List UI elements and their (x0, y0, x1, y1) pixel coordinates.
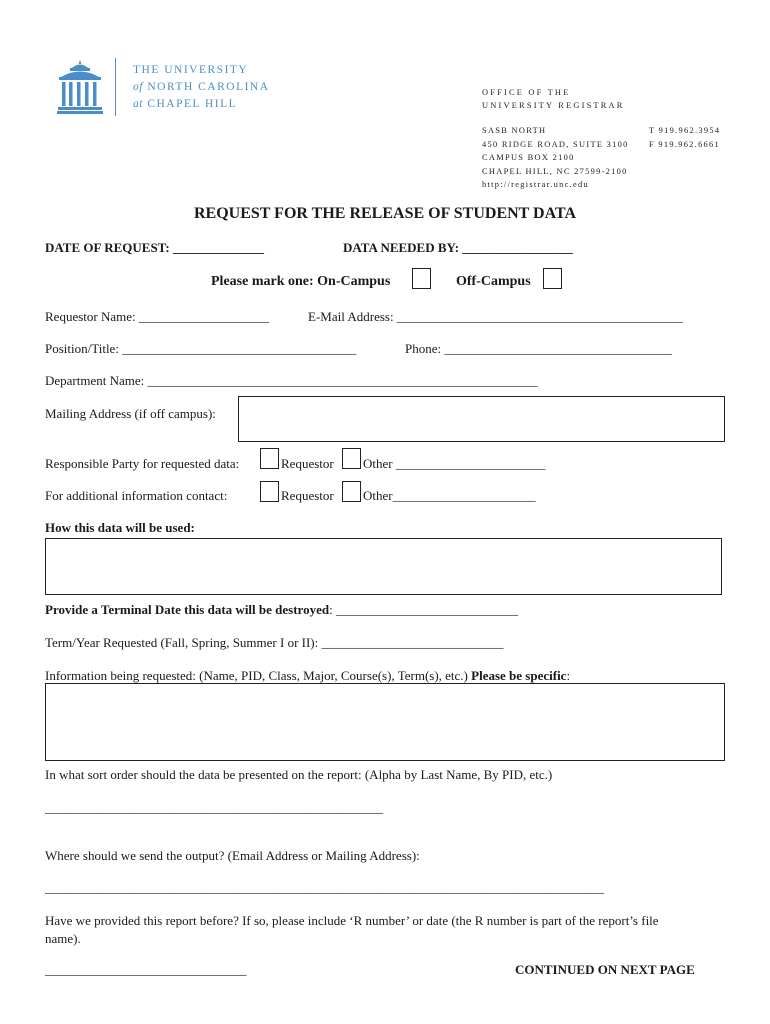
responsible-party-label: Responsible Party for requested data: (45, 456, 240, 471)
address-line: 450 RIDGE ROAD, SUITE 3100 (482, 139, 629, 149)
on-campus-checkbox[interactable] (412, 268, 431, 289)
send-output-label: Where should we send the output? (Email Address or Mailing Address): (45, 848, 420, 863)
phone-number: T 919.962.3954 (649, 126, 721, 135)
phone-field[interactable]: Phone: ___________________________________ (405, 341, 672, 356)
terminal-date-field[interactable]: Provide a Terminal Date this data will be destroyed: ____________________________ (45, 602, 518, 617)
department-name-field[interactable]: Department Name: ____________________________________________________________ (45, 373, 538, 388)
responsible-requestor-label: Requestor (281, 456, 334, 471)
continued-notice: CONTINUED ON NEXT PAGE (515, 962, 695, 977)
date-of-request-field[interactable]: DATE OF REQUEST: ______________ (45, 240, 264, 255)
form-title: REQUEST FOR THE RELEASE OF STUDENT DATA (193, 205, 577, 222)
how-used-label: How this data will be used: (45, 520, 195, 535)
provided-before-label: Have we provided this report before? If so, please include ‘R number’ or date (the R number is part of the report’s file (45, 913, 659, 928)
contact-requestor-label: Requestor (281, 488, 334, 503)
how-used-box[interactable] (45, 538, 722, 595)
address-line: CHAPEL HILL, NC 27599-2100 (482, 166, 628, 176)
additional-contact-label: For additional information contact: (45, 488, 228, 503)
sort-order-label: In what sort order should the data be presented on the report: (Alpha by Last Name, By PID, etc.) (45, 767, 553, 782)
contact-numbers (649, 124, 720, 151)
mark-one-label: Please mark one: On-Campus (211, 274, 391, 289)
off-campus-checkbox[interactable] (543, 268, 562, 289)
responsible-other-field[interactable]: Other _______________________ (363, 456, 546, 471)
mailing-address-box[interactable] (238, 396, 725, 442)
responsible-requestor-checkbox[interactable] (260, 448, 279, 469)
info-requested-label: Information being requested: (Name, PID, Class, Major, Course(s), Term(s), etc.) Please be specific: (45, 668, 571, 683)
requestor-name-field[interactable]: Requestor Name: ____________________ (45, 309, 269, 324)
sort-order-line[interactable]: ____________________________________________________ (45, 800, 383, 815)
fax-number: F 919.962.6661 (649, 139, 721, 149)
position-title-field[interactable]: Position/Title: ____________________________________ (45, 341, 357, 356)
provided-before-label-cont: name). (45, 931, 81, 946)
provided-before-line[interactable]: _______________________________ (45, 962, 247, 977)
off-campus-label: Off-Campus (456, 274, 531, 289)
contact-other-checkbox[interactable] (342, 481, 361, 502)
responsible-other-checkbox[interactable] (342, 448, 361, 469)
university-name-line2: of NORTH CAROLINA (133, 81, 270, 93)
university-name-line3: at CHAPEL HILL (133, 98, 238, 110)
logo-divider (115, 58, 116, 116)
term-year-field[interactable]: Term/Year Requested (Fall, Spring, Summer I or II): ____________________________ (45, 635, 504, 650)
contact-requestor-checkbox[interactable] (260, 481, 279, 502)
contact-other-field[interactable]: Other______________________ (363, 488, 536, 503)
email-address-field[interactable]: E-Mail Address: ____________________________________________ (308, 309, 683, 324)
address-line: SASB NORTH (482, 126, 547, 135)
office-line1: OFFICE OF THE (482, 88, 571, 97)
info-requested-box[interactable] (45, 683, 725, 761)
office-line2: UNIVERSITY REGISTRAR (482, 101, 625, 110)
send-output-line[interactable]: ______________________________________________________________________________________ (45, 880, 604, 895)
website-link: http://registrar.unc.edu (482, 180, 590, 189)
address-block (482, 124, 629, 192)
mailing-address-label: Mailing Address (if off campus): (45, 406, 216, 421)
university-logo-icon (56, 58, 104, 116)
data-needed-by-field[interactable]: DATA NEEDED BY: _________________ (343, 240, 573, 255)
address-line: CAMPUS BOX 2100 (482, 153, 575, 162)
university-name-line1: THE UNIVERSITY (133, 64, 249, 76)
